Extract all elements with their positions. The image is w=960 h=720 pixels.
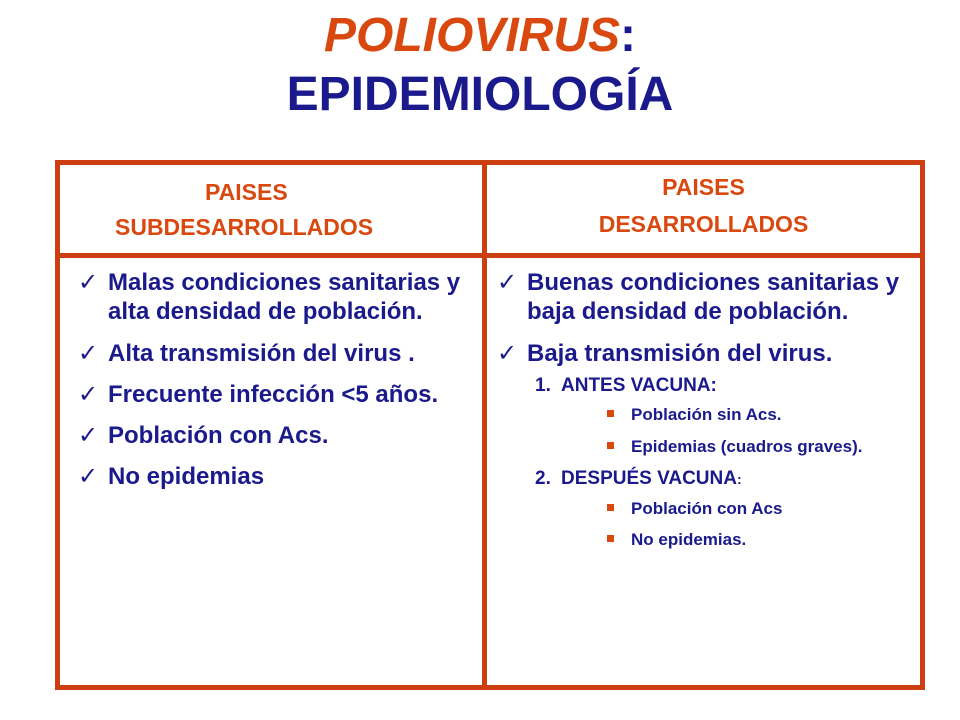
phase-number: 1. xyxy=(535,374,551,396)
list-item xyxy=(495,268,914,327)
title-subtitle: EPIDEMIOLOGÍA xyxy=(286,68,674,122)
comparison-table xyxy=(55,160,925,690)
list-item xyxy=(76,421,472,450)
check-icon: ✓ xyxy=(78,422,99,450)
phase-item xyxy=(535,374,914,457)
list-item xyxy=(76,339,472,368)
header-left xyxy=(60,165,482,253)
header-left-line1: PAISES xyxy=(205,179,288,205)
point-text: Población sin Acs. xyxy=(631,405,782,425)
phase-number: 2. xyxy=(535,467,551,489)
point-item xyxy=(607,436,914,457)
title-colon: : xyxy=(620,9,637,62)
header-right-line2: DESARROLLADOS xyxy=(598,210,809,237)
check-icon: ✓ xyxy=(497,339,518,367)
point-item xyxy=(607,529,914,550)
list-item xyxy=(76,268,472,327)
list-item-text: Población con Acs. xyxy=(108,422,329,450)
phase-list xyxy=(535,374,914,550)
left-list xyxy=(76,268,472,492)
right-list xyxy=(495,268,914,368)
list-item xyxy=(76,380,472,409)
list-item xyxy=(495,339,914,368)
check-icon: ✓ xyxy=(78,339,99,367)
right-column xyxy=(487,258,920,560)
phase-label: DESPUÉS VACUNA xyxy=(561,467,737,489)
point-text: No epidemias. xyxy=(631,529,747,549)
point-text: Epidemias (cuadros graves). xyxy=(631,436,863,456)
list-item xyxy=(76,462,472,491)
left-column xyxy=(60,258,482,504)
phase-item xyxy=(535,467,914,550)
point-text: Población con Acs xyxy=(631,498,783,518)
list-item-text: Frecuente infección <5 años. xyxy=(108,380,439,408)
title-line-1 xyxy=(0,8,960,63)
check-icon: ✓ xyxy=(78,463,99,491)
phase-label: ANTES VACUNA: xyxy=(561,374,717,396)
phase-points xyxy=(607,404,914,457)
header-right-line1: PAISES xyxy=(662,174,745,200)
list-item-text: Alta transmisión del virus . xyxy=(108,339,415,367)
list-item-text: No epidemias xyxy=(108,463,265,491)
list-item-text: Buenas condiciones sanitarias y baja densidad de población. xyxy=(527,269,900,326)
check-icon: ✓ xyxy=(78,269,99,296)
phase-label-suffix: : xyxy=(736,470,742,487)
check-icon: ✓ xyxy=(78,380,99,408)
title-virus: POLIOVIRUS xyxy=(323,9,621,62)
square-bullet-icon xyxy=(607,504,614,511)
header-left-line2: SUBDESARROLLADOS xyxy=(115,213,374,240)
square-bullet-icon xyxy=(607,410,614,417)
point-item xyxy=(607,404,914,425)
slide-title xyxy=(0,8,960,122)
list-item-text: Baja transmisión del virus. xyxy=(527,339,833,367)
point-item xyxy=(607,498,914,519)
square-bullet-icon xyxy=(607,535,614,542)
list-item-text: Malas condiciones sanitarias y alta densidad de población. xyxy=(108,269,461,326)
square-bullet-icon xyxy=(607,442,614,449)
header-right xyxy=(487,165,920,253)
check-icon: ✓ xyxy=(497,269,518,296)
phase-points xyxy=(607,498,914,551)
